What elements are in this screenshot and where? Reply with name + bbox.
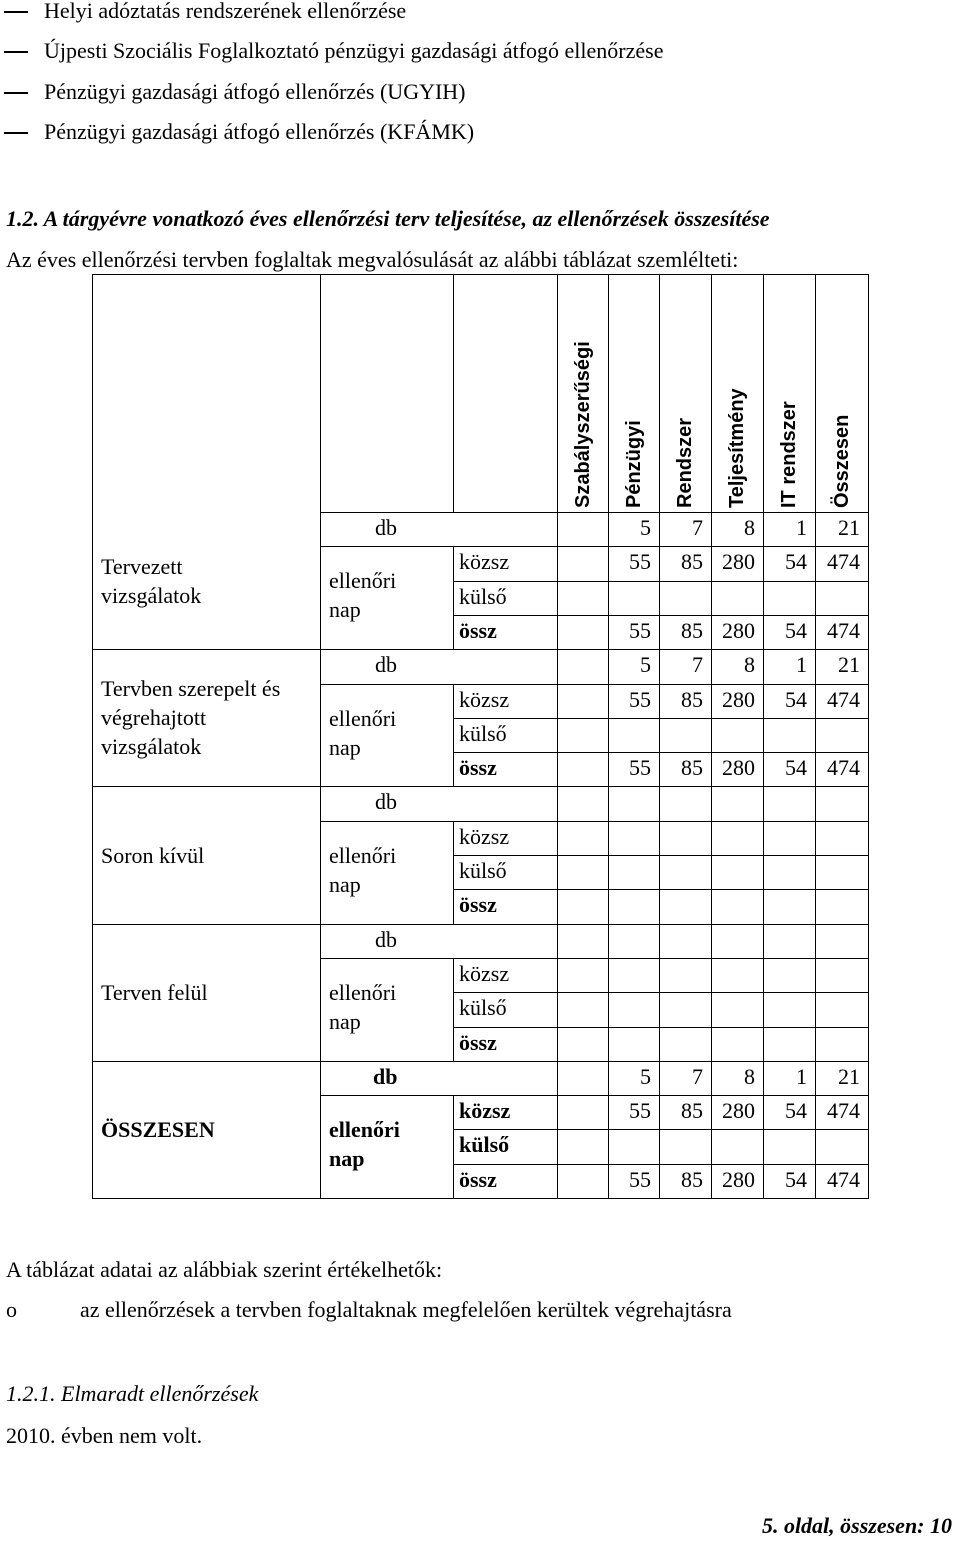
- table-rule-vertical: [659, 786, 660, 923]
- table-cell-value: 7: [692, 515, 703, 540]
- table-rule-vertical: [92, 274, 93, 1198]
- table-rule-horizontal: [92, 786, 868, 787]
- sub-row-label: külső: [459, 720, 507, 746]
- table-rule-horizontal: [320, 512, 868, 513]
- table-cell-value: 1: [796, 652, 807, 678]
- table-rule-horizontal: [453, 1164, 868, 1165]
- column-header: Összesen: [830, 414, 853, 508]
- table-cell-value: 54: [785, 1098, 807, 1124]
- table-cell-value: 1: [796, 515, 807, 540]
- table-rule-vertical: [763, 512, 764, 649]
- page-footer: 5. oldal, összesen: 10: [761, 1513, 952, 1538]
- nap-label: ellenőri: [329, 979, 397, 1005]
- column-header: Szabályszerűségi: [571, 341, 594, 508]
- group-label: vizsgálatok: [101, 582, 202, 608]
- table-rule-vertical: [763, 1061, 764, 1198]
- table-rule-vertical: [763, 274, 764, 512]
- table-cell-value: 474: [827, 755, 860, 781]
- column-header: IT rendszer: [778, 401, 800, 508]
- table-rule-vertical: [659, 274, 660, 512]
- table-cell-value: 280: [722, 1098, 755, 1124]
- table-rule-horizontal: [92, 1061, 868, 1062]
- table-rule-vertical: [763, 924, 764, 1061]
- table-cell-value: 280: [722, 617, 755, 643]
- sub-row-label: külső: [459, 858, 507, 883]
- table-rule-vertical: [453, 546, 454, 649]
- sub-row-label: közsz: [459, 960, 510, 986]
- sub-row-label: külső: [459, 583, 507, 609]
- nap-label: nap: [329, 734, 361, 760]
- dash-icon: [4, 92, 28, 94]
- table-rule-horizontal: [453, 581, 868, 582]
- nap-label: ellenőri: [329, 705, 397, 731]
- table-cell-value: 55: [629, 686, 651, 712]
- table-rule-vertical: [711, 512, 712, 649]
- table-rule-vertical: [711, 786, 712, 923]
- table-cell-value: 55: [629, 549, 651, 575]
- table-cell-value: 474: [827, 549, 860, 575]
- circle-bullet-icon: o: [6, 1297, 17, 1322]
- sub-row-label: össz: [459, 1166, 497, 1192]
- table-rule-vertical: [608, 924, 609, 1061]
- nap-label: nap: [329, 1008, 361, 1034]
- table-cell-value: 55: [629, 617, 651, 643]
- table-rule-vertical: [815, 512, 816, 649]
- column-header: Pénzügyi: [622, 420, 645, 508]
- bullet-text: Pénzügyi gazdasági átfogó ellenőrzés (KFÁMK): [44, 119, 475, 144]
- table-cell-value: 280: [722, 755, 755, 781]
- table-cell-value: 280: [722, 1166, 755, 1192]
- table-rule-vertical: [453, 821, 454, 924]
- table-cell-value: 5: [640, 515, 651, 540]
- db-label: db: [375, 652, 397, 678]
- table-rule-vertical: [608, 1061, 609, 1198]
- table-rule-vertical: [815, 1061, 816, 1198]
- table-rule-vertical: [659, 512, 660, 649]
- table-cell-value: 21: [838, 515, 860, 540]
- table-cell-value: 55: [629, 755, 651, 781]
- table-rule-horizontal: [320, 1095, 868, 1096]
- section-heading: 1.2. A tárgyévre vonatkozó éves ellenőrzési terv teljesítése, az ellenőrzések összesítése: [6, 206, 770, 231]
- table-cell-value: 85: [681, 549, 703, 575]
- nap-label: ellenőri: [329, 568, 397, 594]
- table-cell-value: 54: [785, 686, 807, 712]
- table-rule-horizontal: [453, 992, 868, 993]
- table-rule-horizontal: [320, 958, 868, 959]
- table-cell-value: 85: [681, 686, 703, 712]
- group-label: Tervezett: [101, 553, 183, 579]
- sub-row-label: össz: [459, 617, 497, 643]
- table-rule-vertical: [557, 924, 558, 1061]
- table-cell-value: 7: [692, 1063, 703, 1089]
- table-rule-vertical: [557, 649, 558, 786]
- table-cell-value: 474: [827, 1166, 860, 1192]
- table-cell-value: 55: [629, 1166, 651, 1192]
- dash-icon: [4, 51, 28, 53]
- table-cell-value: 7: [692, 652, 703, 678]
- dash-icon: [4, 132, 28, 134]
- table-rule-vertical: [868, 274, 869, 1199]
- table-rule-horizontal: [453, 889, 868, 890]
- table-cell-value: 54: [785, 1166, 807, 1192]
- sub-row-label: össz: [459, 892, 497, 918]
- table-rule-vertical: [453, 958, 454, 1061]
- table-cell-value: 280: [722, 549, 755, 575]
- table-cell-value: 21: [838, 652, 860, 678]
- table-rule-horizontal: [453, 1027, 868, 1028]
- table-rule-vertical: [659, 1061, 660, 1198]
- table-rule-horizontal: [453, 1129, 868, 1130]
- nap-label: nap: [329, 597, 361, 623]
- column-header: Teljesítmény: [726, 388, 748, 508]
- table-rule-vertical: [608, 786, 609, 923]
- table-rule-vertical: [659, 924, 660, 1061]
- table-rule-vertical: [320, 649, 321, 786]
- table-rule-horizontal: [320, 684, 868, 685]
- table-rule-vertical: [320, 1061, 321, 1198]
- table-rule-horizontal: [92, 649, 868, 650]
- table-rule-vertical: [711, 1061, 712, 1198]
- group-label: ÖSSZESEN: [101, 1116, 215, 1142]
- group-label: végrehajtott: [101, 705, 207, 731]
- nap-label: nap: [329, 1146, 365, 1172]
- table-rule-vertical: [608, 649, 609, 786]
- table-rule-vertical: [815, 649, 816, 786]
- table-cell-value: 85: [681, 1166, 703, 1192]
- table-cell-value: 5: [640, 652, 651, 678]
- bullet-text: Pénzügyi gazdasági átfogó ellenőrzés (UGYIH): [44, 79, 466, 104]
- table-rule-vertical: [711, 649, 712, 786]
- sub-row-label: közsz: [459, 823, 510, 849]
- table-rule-vertical: [711, 274, 712, 512]
- column-header: Rendszer: [674, 417, 696, 508]
- sub-row-label: közsz: [459, 1098, 511, 1124]
- table-rule-horizontal: [453, 718, 868, 719]
- table-rule-vertical: [453, 274, 454, 512]
- table-rule-vertical: [453, 684, 454, 787]
- sub-row-label: külső: [459, 995, 507, 1021]
- group-label: vizsgálatok: [101, 734, 202, 760]
- table-rule-vertical: [453, 1095, 454, 1198]
- table-cell-value: 8: [744, 515, 755, 540]
- table-rule-horizontal: [453, 855, 868, 856]
- table-rule-horizontal: [320, 821, 868, 822]
- table-rule-vertical: [557, 786, 558, 923]
- table-cell-value: 8: [744, 652, 755, 678]
- nap-label: nap: [329, 871, 361, 897]
- table-cell-value: 474: [827, 686, 860, 712]
- table-cell-value: 85: [681, 1098, 703, 1124]
- table-cell-value: 21: [838, 1063, 860, 1089]
- sub-row-label: össz: [459, 755, 497, 781]
- table-cell-value: 54: [785, 549, 807, 575]
- table-cell-value: 54: [785, 755, 807, 781]
- table-rule-vertical: [711, 924, 712, 1061]
- group-label: Tervben szerepelt és: [101, 676, 281, 702]
- db-label: db: [375, 515, 397, 540]
- table-cell-value: 280: [722, 686, 755, 712]
- group-label: Soron kívül: [101, 842, 205, 868]
- bullet-text: Helyi adóztatás rendszerének ellenőrzése: [44, 0, 407, 23]
- evaluation-bullet-text: az ellenőrzések a tervben foglaltaknak megfelelően kerültek végrehajtásra: [80, 1297, 732, 1322]
- table-rule-vertical: [763, 786, 764, 923]
- table-rule-vertical: [815, 786, 816, 923]
- table-rule-vertical: [608, 274, 609, 512]
- nap-label: ellenőri: [329, 1117, 400, 1143]
- dash-icon: [4, 11, 28, 13]
- table-rule-vertical: [320, 786, 321, 923]
- sub-row-label: össz: [459, 1029, 497, 1055]
- table-rule-horizontal: [320, 546, 868, 547]
- table-cell-value: 8: [744, 1063, 755, 1089]
- table-rule-vertical: [320, 274, 321, 512]
- evaluation-text: A táblázat adatai az alábbiak szerint értékelhetők:: [6, 1257, 443, 1282]
- table-rule-vertical: [320, 924, 321, 1061]
- sub-row-label: külső: [459, 1132, 510, 1158]
- table-rule-vertical: [608, 512, 609, 649]
- table-cell-value: 1: [796, 1063, 807, 1089]
- table-cell-value: 474: [827, 1098, 860, 1124]
- group-label: Terven felül: [101, 979, 208, 1005]
- table-cell-value: 55: [629, 1098, 651, 1124]
- table-cell-value: 474: [827, 617, 860, 643]
- table-rule-vertical: [557, 512, 558, 649]
- table-cell-value: 85: [681, 617, 703, 643]
- intro-text: Az éves ellenőrzési tervben foglaltak megvalósulását az alábbi táblázat szemlélteti:: [6, 247, 739, 272]
- table-rule-horizontal: [92, 274, 869, 275]
- table-rule-vertical: [659, 649, 660, 786]
- table-rule-horizontal: [92, 924, 868, 925]
- table-rule-horizontal: [92, 1198, 869, 1199]
- table-cell-value: 85: [681, 755, 703, 781]
- table-rule-vertical: [763, 649, 764, 786]
- table-rule-horizontal: [453, 615, 868, 616]
- table-rule-vertical: [815, 924, 816, 1061]
- db-label: db: [375, 926, 397, 952]
- table-rule-vertical: [557, 1061, 558, 1198]
- table-cell-value: 5: [640, 1063, 651, 1089]
- sub-row-label: közsz: [459, 686, 510, 712]
- table-cell-value: 54: [785, 617, 807, 643]
- table-rule-horizontal: [453, 752, 868, 753]
- sub-row-label: közsz: [459, 549, 510, 575]
- sub-heading: 1.2.1. Elmaradt ellenőrzések: [6, 1381, 259, 1406]
- nap-label: ellenőri: [329, 842, 397, 868]
- table-rule-vertical: [557, 274, 558, 512]
- db-label: db: [375, 789, 397, 815]
- bullet-text: Újpesti Szociális Foglalkoztató pénzügyi gazdasági átfogó ellenőrzése: [44, 38, 664, 63]
- db-label: db: [373, 1063, 398, 1089]
- table-rule-vertical: [815, 274, 816, 512]
- sub-text: 2010. évben nem volt.: [6, 1423, 203, 1448]
- table-rule-vertical: [320, 512, 321, 649]
